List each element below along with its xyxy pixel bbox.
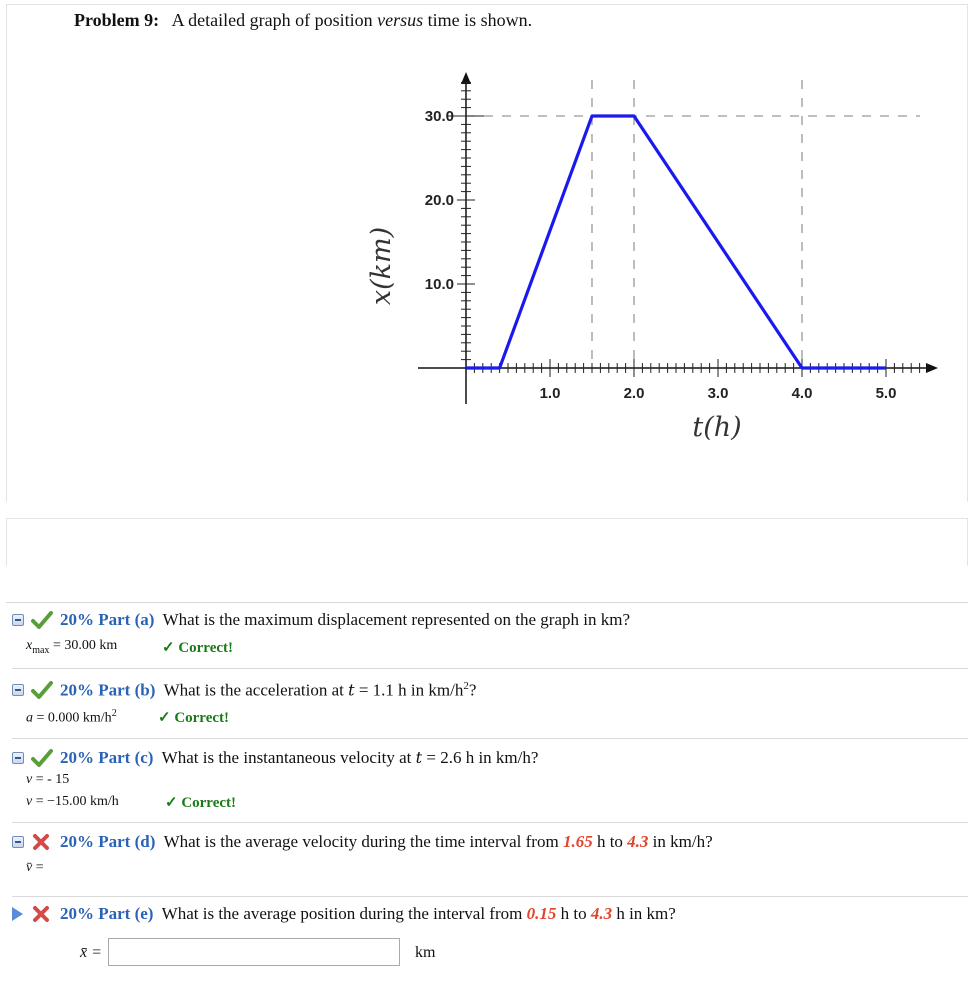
position-time-graph <box>360 66 940 446</box>
part-d-time-end: 4.3 <box>627 832 649 851</box>
part-c-question-post: = 2.6 h in km/h? <box>422 748 539 767</box>
part-e-label: Part (e) <box>98 904 154 923</box>
expand-arrow-icon[interactable] <box>12 907 23 921</box>
problem-label: Problem 9: <box>74 10 160 30</box>
correct-feedback: ✓ Correct! <box>165 795 237 811</box>
collapse-icon[interactable] <box>12 836 24 848</box>
part-e-time-end: 4.3 <box>590 904 613 923</box>
part-e-question-mid: h to <box>556 904 591 923</box>
part-d-percent: 20% <box>60 832 94 851</box>
divider <box>12 822 968 823</box>
collapse-icon[interactable] <box>12 752 24 764</box>
y-axis-title: x(km) <box>366 226 397 306</box>
answer-var: a <box>26 710 33 726</box>
x-tick-label: 5.0 <box>875 385 897 402</box>
answer-var: x̄ <box>80 944 88 961</box>
answer-sub: max <box>32 644 50 656</box>
part-e-answer-label <box>80 944 102 962</box>
x-tick-label: 3.0 <box>707 385 729 402</box>
y-tick-label: 30.0 <box>424 108 454 125</box>
cross-icon <box>30 904 54 924</box>
part-b-question-sup: 2 <box>463 680 469 692</box>
problem-statement-post: time is shown. <box>423 10 533 30</box>
y-tick-label: 10.0 <box>424 276 454 293</box>
answer-var: x <box>26 638 33 653</box>
x-tick-label: 1.0 <box>539 385 561 402</box>
correct-feedback: ✓ Correct! <box>162 640 234 656</box>
part-d-question-pre: What is the average velocity during the time interval from <box>163 832 563 851</box>
check-icon <box>30 610 54 630</box>
part-e-question-pre: What is the average position during the interval from <box>161 904 527 923</box>
part-a-answer <box>26 638 117 656</box>
x-tick-label: 4.0 <box>791 385 813 402</box>
part-d-question-post: in km/h? <box>648 832 713 851</box>
answer-sup: 2 <box>111 708 117 719</box>
divider <box>12 668 968 669</box>
part-c-label: Part (c) <box>98 748 154 767</box>
part-e-percent: 20% <box>60 904 94 923</box>
answer-input[interactable] <box>108 938 400 966</box>
part-d-time-start: 1.65 <box>562 832 593 851</box>
collapse-icon[interactable] <box>12 684 24 696</box>
divider <box>12 738 968 739</box>
part-b-question-pre: What is the acceleration at <box>163 680 349 700</box>
unit-label: km <box>415 944 436 961</box>
answer-eq: = <box>87 944 102 961</box>
answer-value: = 0.000 km/h <box>33 710 112 726</box>
divider <box>12 896 968 897</box>
parts-divider <box>6 602 968 603</box>
series-line <box>466 116 886 368</box>
correct-feedback: ✓ Correct! <box>158 710 230 726</box>
part-c-question-pre: What is the instantaneous velocity at <box>161 748 416 767</box>
part-d-answer <box>26 860 44 876</box>
part-d-question-mid: h to <box>592 832 628 851</box>
part-e-question-post: h in km? <box>612 904 676 923</box>
part-e-time-start: 0.15 <box>526 904 557 923</box>
answer-entered: = - 15 <box>32 772 70 787</box>
part-b-question-post: ? <box>468 680 477 700</box>
part-b-question-var: t <box>348 680 355 700</box>
ticks <box>448 82 920 377</box>
collapse-icon[interactable] <box>12 614 24 626</box>
part-d-label: Part (d) <box>98 832 156 851</box>
cross-icon <box>30 832 54 852</box>
check-icon <box>30 748 54 768</box>
answer-value: = 30.00 km <box>49 638 118 653</box>
x-axis-arrow <box>926 363 938 373</box>
part-c-entered-answer <box>26 772 69 788</box>
part-b-label: Part (b) <box>98 680 156 700</box>
problem-statement-italic: versus <box>377 10 424 30</box>
panel-divider <box>6 518 968 566</box>
axes <box>418 72 938 404</box>
part-a-label: Part (a) <box>98 610 155 629</box>
check-icon <box>30 680 54 700</box>
answer-var: v <box>26 794 33 809</box>
answer-var: v <box>26 772 33 787</box>
answer-var: v̄ <box>26 860 33 875</box>
part-a-percent: 20% <box>60 610 94 629</box>
x-axis-title: t(h) <box>692 412 742 443</box>
problem-title <box>74 10 532 31</box>
guide-lines <box>466 80 920 368</box>
y-tick-label: 20.0 <box>424 192 454 209</box>
tick-labels <box>425 108 897 402</box>
part-a-question: What is the maximum displacement represented on the graph in km? <box>162 610 630 629</box>
problem-statement-pre: A detailed graph of position <box>171 10 378 30</box>
part-c-question-var: t <box>415 748 423 767</box>
part-c-answer <box>26 794 119 810</box>
part-b-answer <box>26 708 117 727</box>
part-c-percent: 20% <box>60 748 94 767</box>
answer-value: = <box>32 860 44 875</box>
answer-value: = −15.00 km/h <box>32 794 119 809</box>
series-line-group <box>466 116 886 368</box>
part-b-question-eq: = 1.1 h in km/h <box>354 680 464 700</box>
x-tick-label: 2.0 <box>623 385 645 402</box>
part-b-percent: 20% <box>60 680 94 700</box>
